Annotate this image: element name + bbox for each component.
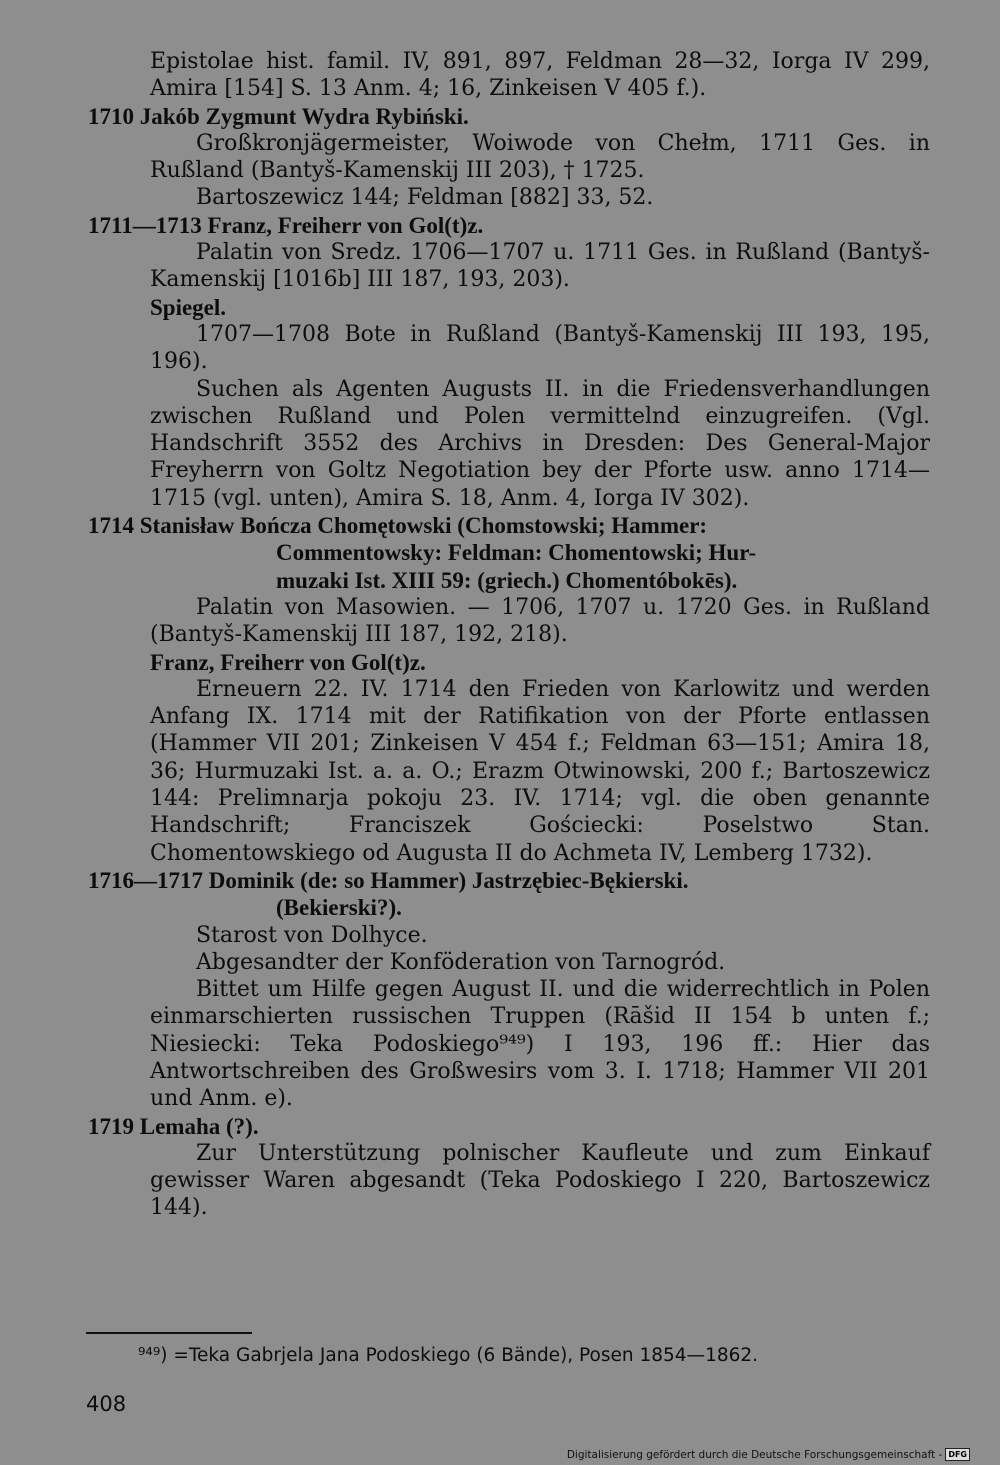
credit-text: Digitalisierung gefördert durch die Deutsche Forschungsgemeinschaft -: [566, 1448, 943, 1461]
main-text: [88, 48, 930, 1222]
entry-1714-para-1: Palatin von Masowien. — 1706, 1707 u. 1720 Ges. in Rußland (Bantyš-Kamenskij III 187, 192, 218).: [150, 594, 930, 648]
entry-1710-para-2: Bartoszewicz 144; Feldman [882] 33, 52.: [196, 185, 654, 211]
entry-1711-para-3: Suchen als Agenten Augusts II. in die Friedensverhandlungen zwischen Rußland und Polen vermittelnd einzugreifen. (Vgl. Handschrift 3552 des Archivs in Dresden: Des General-Major Freyherrn von Goltz Negotiation bey der Pforte usw. anno 1714—1715 (vgl. unten), Amira S. 18, Anm. 4, Iorga IV 302).: [150, 376, 930, 511]
footnote-949: ⁹⁴⁹) =Teka Gabrjela Jana Podoskiego (6 Bände), Posen 1854—1862.: [138, 1345, 759, 1366]
entry-1714-para-2: Erneuern 22. IV. 1714 den Frieden von Karlowitz und werden Anfang IX. 1714 mit der Ratifikation von der Pforte entlassen (Hammer VII 201; Zinkeisen V 454 f.; Feldman 63—151; Amira 18, 36; Hurmuzaki Ist. a. a. O.; Erazm Otwinowski, 200 f.; Bartoszewicz 144: Prelimnarja pokoju 23. IV. 1714; vgl. die oben genannte Handschrift; Franciszek Gościecki: Poselstwo Stan. Chomentowskiego od Augusta II do Achmeta IV, Lemberg 1732).: [150, 676, 930, 866]
entry-1711-para-1: Palatin von Sredz. 1706—1707 u. 1711 Ges. in Rußland (Bantyš-Kamenskij [1016b] III 187, 193, 203).: [150, 240, 930, 293]
page-number: 408: [86, 1392, 127, 1416]
dfg-logo-icon: DFG: [945, 1448, 970, 1461]
entry-heading-1716-cont: (Bekierski?).: [276, 895, 402, 921]
entry-1711-para-2: 1707—1708 Bote in Rußland (Bantyš-Kamenskij III 193, 195, 196).: [150, 321, 930, 375]
entry-heading-1714: 1714 Stanisław Bończa Chomętowski (Chomstowski; Hammer:: [88, 513, 708, 539]
footnote-divider: [86, 1332, 252, 1334]
entry-heading-1710: 1710 Jakób Zygmunt Wydra Rybiński.: [88, 103, 469, 129]
digitization-credit: [567, 1448, 970, 1461]
entry-heading-1716: 1716—1717 Dominik (de: so Hammer) Jastrzębiec-Bękierski.: [88, 867, 689, 893]
intro-paragraph: Epistolae hist. famil. IV, 891, 897, Feldman 28—32, Iorga IV 299, Amira [154] S. 13 Anm. 4; 16, Zinkeisen V 405 f.).: [150, 49, 930, 102]
entry-1710-para-1: Großkronjägermeister, Woiwode von Chełm, 1711 Ges. in Rußland (Bantyš-Kamenskij III 203), † 1725.: [150, 130, 930, 184]
entry-1711-subheading: Spiegel.: [150, 294, 227, 320]
entry-heading-1719: 1719 Lemaha (?).: [88, 1113, 259, 1139]
entry-heading-1711: 1711—1713 Franz, Freiherr von Gol(t)z.: [88, 212, 484, 238]
entry-1714-subheading: Franz, Freiherr von Gol(t)z.: [150, 649, 426, 675]
entry-heading-1714-cont-1: Commentowsky: Feldman: Chomentowski; Hur-: [276, 540, 757, 566]
entry-1716-para-2: Abgesandter der Konföderation von Tarnogród.: [196, 949, 726, 975]
entry-heading-1714-cont-2: muzaki Ist. XIII 59: (griech.) Chomentóbokēs).: [276, 567, 738, 593]
entry-1716-para-3: Bittet um Hilfe gegen August II. und die widerrechtlich in Polen einmarschierten russischen Truppen (Rāšid II 154 b unten f.; Niesiecki: Teka Podoskiego⁹⁴⁹) I 193, 196 ff.: Hier das Antwortschreiben des Großwesirs vom 3. I. 1718; Hammer VII 201 und Anm. e).: [150, 977, 930, 1112]
entry-1716-para-1: Starost von Dolhyce.: [196, 922, 428, 948]
entry-1719-para-1: Zur Unterstützung polnischer Kaufleute und zum Einkauf gewisser Waren abgesandt (Teka Podoskiego I 220, Bartoszewicz 144).: [150, 1140, 930, 1221]
